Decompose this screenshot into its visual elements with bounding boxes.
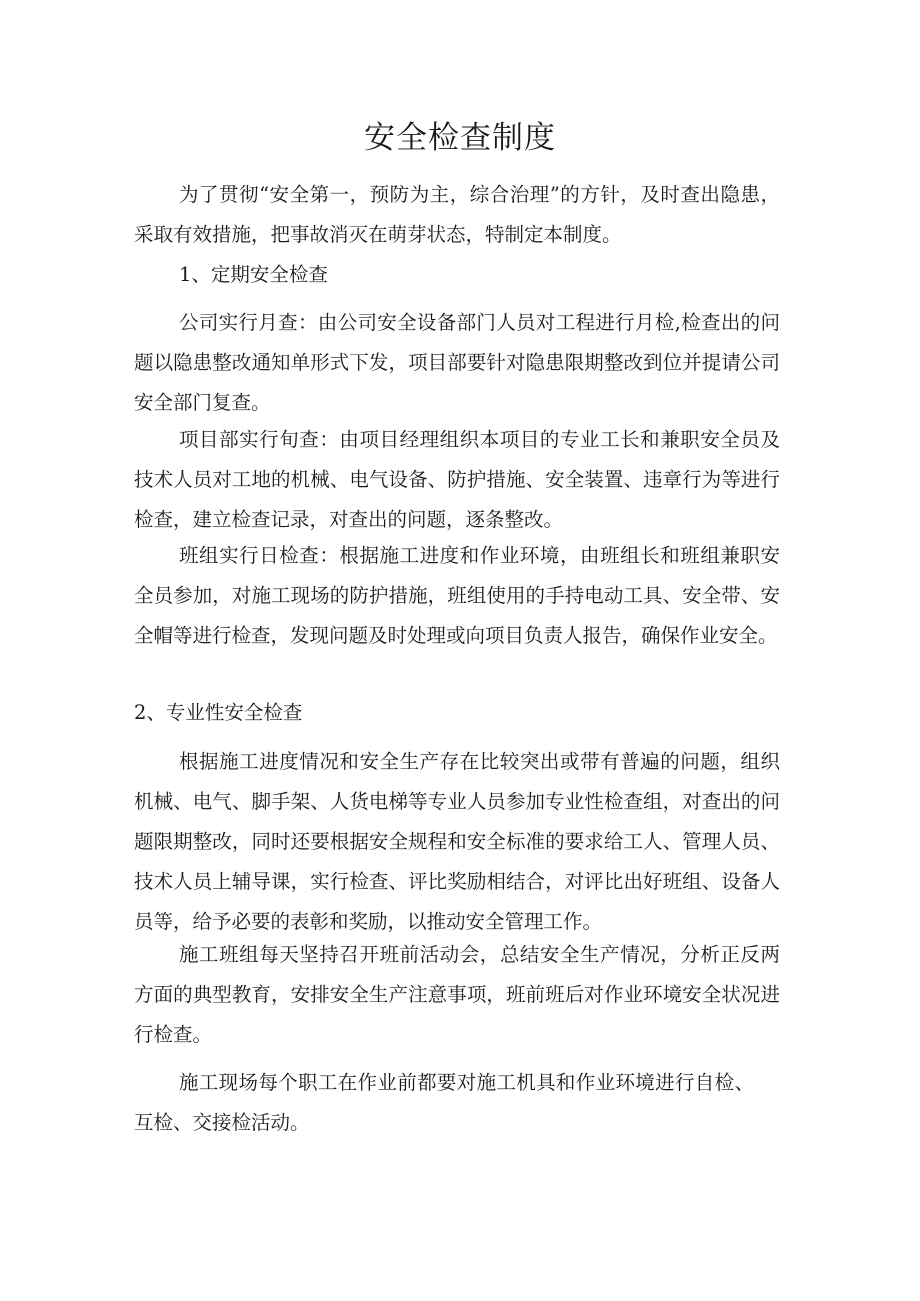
document-title: 安全检查制度 <box>364 120 556 156</box>
section2-paragraph-worker: 施工现场每个职工在作业前都要对施工机具和作业环境进行自检、互检、交接检活动。 <box>134 1071 754 1134</box>
intro-paragraph: 为了贯彻“安全第一，预防为主，综合治理”的方针，及时查出隐患，采取有效措施，把事故消灭在萌芽状态，特制定本制度。 <box>134 183 780 246</box>
section1-paragraph-monthly: 公司实行月查：由公司安全设备部门人员对工程进行月检,检查出的问题以隐患整改通知单形式下发，项目部要针对隐患限期整改到位并提请公司安全部门复查。 <box>134 311 780 414</box>
section2-paragraph-special: 根据施工进度情况和安全生产存在比较突出或带有普遍的问题，组织机械、电气、脚手架、人货电梯等专业人员参加专业性检查组，对查出的问题限期整改，同时还要根据安全规程和安全标准的要求给工人、管理人员、技术人员上辅导课，实行检查、评比奖励相结合，对评比出好班组、设备人员等，给予必要的表彰和奖励，以推动安全管理工作。 <box>134 750 780 933</box>
section1-paragraph-daily: 班组实行日检查：根据施工进度和作业环境，由班组长和班组兼职安全员参加，对施工现场的防护措施，班组使用的手持电动工具、安全带、安全帽等进行检查，发现问题及时处理或向项目负责人报告，确保作业安全。 <box>134 544 780 647</box>
section2-paragraph-team: 施工班组每天坚持召开班前活动会，总结安全生产情况，分析正反两方面的典型教育，安排安全生产注意事项，班前班后对作业环境安全状况进行检查。 <box>134 943 780 1046</box>
section1-heading: 1、定期安全检查 <box>179 263 328 286</box>
section2-heading: 2、专业性安全检查 <box>134 701 303 724</box>
section1-paragraph-tenday: 项目部实行旬查：由项目经理组织本项目的专业工长和兼职安全员及技术人员对工地的机械、电气设备、防护措施、安全装置、违章行为等进行检查，建立检查记录，对查出的问题，逐条整改。 <box>134 428 780 531</box>
